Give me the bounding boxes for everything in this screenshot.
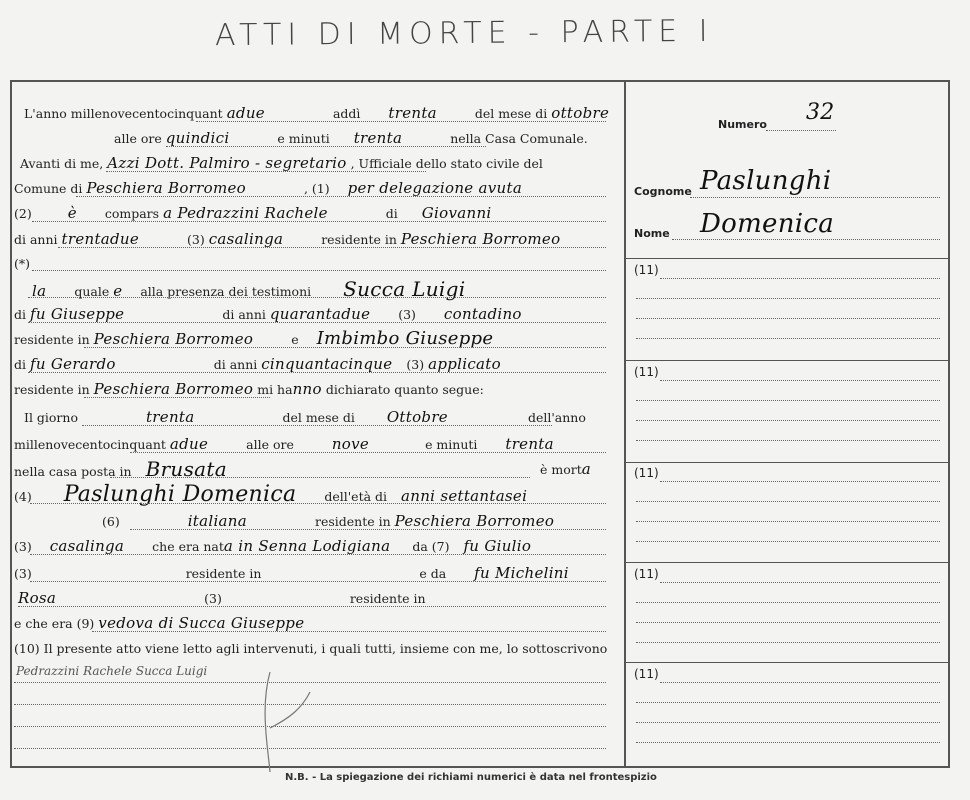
cognome-value: Paslunghi bbox=[700, 166, 832, 196]
note-marker: (11) bbox=[634, 567, 659, 581]
text: di anni bbox=[222, 307, 266, 322]
day-value: trenta bbox=[388, 104, 437, 122]
note-marker: (11) bbox=[634, 365, 659, 379]
text: (10) Il presente atto viene letto agli intervenuti, i quali tutti, insieme con me, lo sottoscrivono bbox=[14, 641, 608, 656]
nome-label: Nome bbox=[634, 227, 670, 240]
text: (3) bbox=[398, 307, 416, 322]
text: , Ufficiale dello stato civile del bbox=[350, 156, 543, 171]
year-value: adue bbox=[226, 104, 265, 122]
signatures: Pedrazzini Rachele Succa Luigi bbox=[16, 664, 208, 678]
death-place-value: Brusata bbox=[145, 457, 227, 481]
text: addì bbox=[332, 106, 361, 121]
witness2-father-value: fu Gerardo bbox=[29, 355, 116, 373]
signature-stroke bbox=[240, 668, 320, 778]
text: di bbox=[14, 357, 26, 372]
delegation-value: per delegazione avuta bbox=[347, 179, 523, 197]
text: è mort bbox=[540, 462, 582, 477]
page-header: ATTI DI MORTE - PARTE I bbox=[214, 13, 714, 54]
text: da (7) bbox=[412, 539, 450, 554]
witness1-residence-value: Peschiera Borromeo bbox=[93, 330, 254, 348]
text: quale bbox=[74, 284, 110, 299]
declarant-job-value: casalinga bbox=[208, 230, 284, 248]
cognome-label: Cognome bbox=[634, 185, 692, 198]
declarant-father-value: Giovanni bbox=[421, 204, 492, 222]
death-hour-value: nove bbox=[331, 435, 370, 453]
text: millenovecentocinquant bbox=[14, 437, 166, 452]
witness2-age-value: cinquantacinque bbox=[261, 355, 393, 373]
text: di anni bbox=[14, 232, 58, 247]
text: (3) bbox=[204, 591, 222, 606]
text: del mese di bbox=[474, 106, 548, 121]
deceased-name-value: Paslunghi Domenica bbox=[63, 482, 297, 507]
declarant-age-value: trentadue bbox=[61, 230, 140, 248]
text: mi ha bbox=[257, 382, 293, 397]
text: L'anno millenovecentocinquant bbox=[24, 106, 223, 121]
death-minutes-value: trenta bbox=[505, 435, 554, 453]
text: (3) bbox=[14, 539, 32, 554]
text: dell'anno bbox=[527, 410, 586, 425]
text: (3) bbox=[406, 357, 425, 372]
declarant-residence-value: Peschiera Borromeo bbox=[400, 230, 561, 248]
note-marker: (11) bbox=[634, 263, 659, 277]
text: e che era (9) bbox=[14, 616, 95, 631]
numero-value: 32 bbox=[806, 100, 835, 125]
text: (6) bbox=[102, 514, 120, 529]
gender-value: a bbox=[581, 460, 591, 478]
note-marker: (11) bbox=[634, 667, 659, 681]
text: (4) bbox=[14, 489, 32, 504]
text: residente in bbox=[14, 332, 90, 347]
text: residente in bbox=[321, 232, 397, 247]
note-marker: (11) bbox=[634, 466, 659, 480]
text: di anni bbox=[213, 357, 258, 372]
death-day-value: trenta bbox=[145, 408, 195, 426]
plural-value: nno bbox=[292, 380, 322, 398]
death-month-value: Ottobre bbox=[386, 408, 448, 426]
numero-label: Numero bbox=[718, 118, 767, 131]
text: e da bbox=[419, 566, 447, 581]
text: alla presenza dei testimoni bbox=[140, 284, 312, 299]
text: che era nat bbox=[152, 539, 224, 554]
witness1-value: Succa Luigi bbox=[343, 277, 466, 301]
text: Il giorno bbox=[24, 410, 78, 425]
text: di bbox=[385, 206, 398, 221]
text: nella casa posta in bbox=[14, 464, 132, 479]
minutes-value: trenta bbox=[353, 129, 403, 147]
witness2-value: Imbimbo Giuseppe bbox=[316, 328, 494, 349]
declarant-value: a Pedrazzini Rachele bbox=[163, 204, 328, 222]
citizenship-value: italiana bbox=[187, 512, 247, 530]
text: e minuti bbox=[425, 437, 478, 452]
mother-value: fu Michelini bbox=[474, 564, 569, 582]
text: alle ore bbox=[246, 437, 294, 452]
text: Comune di bbox=[14, 181, 83, 196]
text: (3) bbox=[14, 566, 32, 581]
text: (3) bbox=[187, 232, 205, 247]
text: del mese di bbox=[282, 410, 355, 425]
witness1-job-value: contadino bbox=[443, 305, 522, 323]
witness1-age-value: quarantadue bbox=[269, 305, 371, 323]
text: dichiarato quanto segue: bbox=[325, 382, 484, 397]
text: (2) bbox=[14, 206, 32, 221]
text: e bbox=[291, 332, 299, 347]
text: residente in bbox=[349, 591, 426, 606]
text: compars bbox=[104, 206, 160, 221]
witness2-job-value: applicato bbox=[428, 355, 501, 373]
death-year-value: adue bbox=[169, 435, 209, 453]
comune-value: Peschiera Borromeo bbox=[86, 179, 246, 197]
witness1-father-value: fu Giuseppe bbox=[29, 305, 125, 323]
deceased-job-value: casalinga bbox=[49, 537, 125, 555]
month-value: ottobre bbox=[551, 104, 610, 122]
text: residente in bbox=[185, 566, 262, 581]
witness2-residence-value: Peschiera Borromeo bbox=[93, 380, 254, 398]
text: e minuti bbox=[277, 131, 330, 146]
text: dell'età di bbox=[324, 489, 388, 504]
father-value: fu Giulio bbox=[463, 537, 532, 555]
footer-note: N.B. - La spiegazione dei richiami numerici è data nel frontespizio bbox=[285, 772, 657, 783]
text: alle ore bbox=[114, 131, 162, 146]
text: di bbox=[14, 307, 26, 322]
deceased-residence-value: Peschiera Borromeo bbox=[394, 512, 555, 530]
verb-value: è bbox=[67, 204, 77, 222]
mother-firstname-value: Rosa bbox=[18, 589, 57, 607]
text: Avanti di me, bbox=[20, 156, 104, 171]
text: (*) bbox=[14, 256, 31, 271]
officer-value: Azzi Dott. Palmiro - segretario bbox=[107, 154, 347, 172]
conj-value: e bbox=[113, 282, 123, 300]
text: nella Casa Comunale. bbox=[450, 131, 588, 146]
column-divider bbox=[624, 80, 626, 768]
text: , (1) bbox=[303, 181, 330, 196]
pronoun-value: la bbox=[32, 282, 47, 300]
birthplace-value: a in Senna Lodigiana bbox=[223, 537, 391, 555]
marital-status-value: vedova di Succa Giuseppe bbox=[98, 614, 305, 632]
text: residente in bbox=[314, 514, 391, 529]
deceased-age-value: anni settantasei bbox=[401, 487, 528, 505]
hour-value: quindici bbox=[165, 129, 230, 147]
nome-value: Domenica bbox=[700, 209, 835, 239]
text: residente in bbox=[14, 382, 90, 397]
